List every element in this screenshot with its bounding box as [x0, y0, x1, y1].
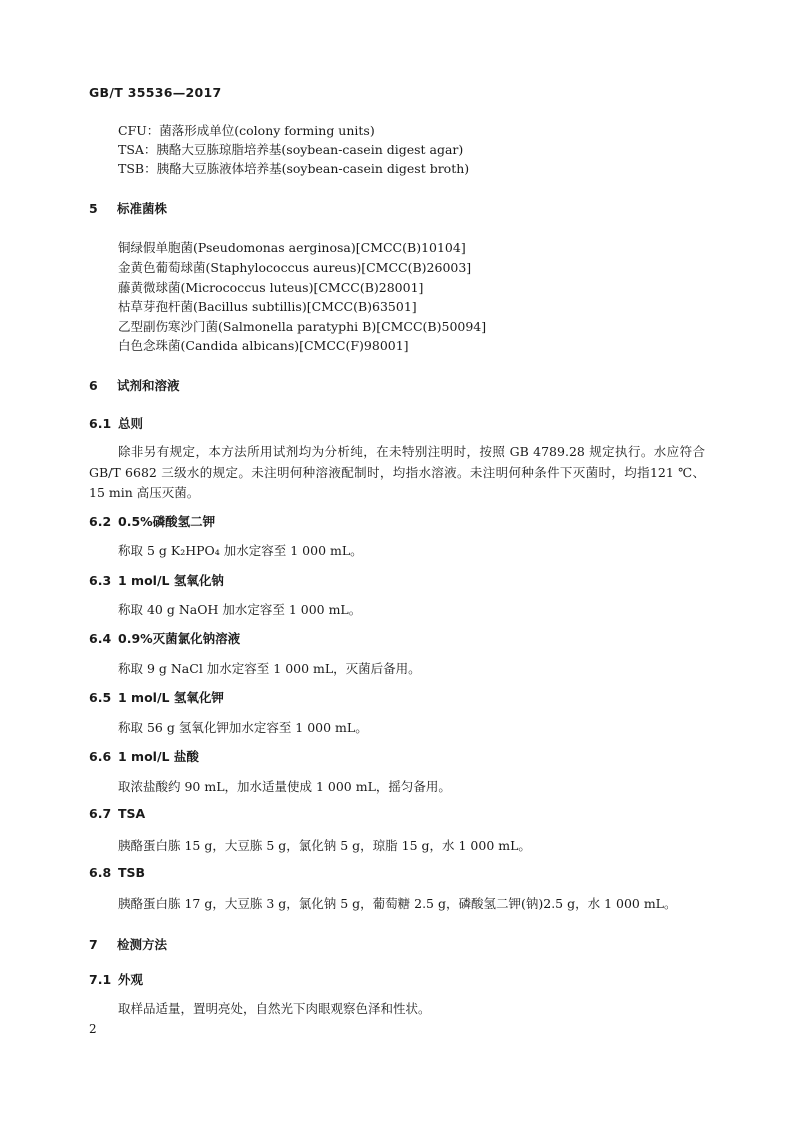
section-6-8-heading: [89, 865, 145, 880]
section-title: 0.9%灭菌氯化钠溶液: [118, 631, 241, 646]
section-title: TSB: [118, 865, 146, 880]
section-6-5-text: 称取 56 g 氢氧化钾加水定容至 1 000 mL。: [118, 720, 368, 735]
section-number: 6.8: [89, 865, 112, 880]
section-title: 1 mol/L 盐酸: [118, 749, 199, 764]
section-6-4-heading: [89, 629, 240, 647]
abbreviation-cfu: CFU：菌落形成单位(colony forming units): [118, 123, 375, 138]
section-7-heading: [89, 935, 167, 953]
section-number: 5: [89, 201, 98, 216]
section-title: 1 mol/L 氢氧化钠: [118, 573, 224, 588]
section-title: 试剂和溶液: [117, 378, 180, 393]
section-6-5-heading: [89, 688, 224, 706]
section-7-1-heading: [89, 970, 143, 988]
section-6-2-heading: [89, 512, 215, 530]
section-number: 6.1: [89, 416, 112, 431]
section-number: 6.4: [89, 631, 112, 646]
abbreviation-tsb: TSB：胰酪大豆胨液体培养基(soybean-casein digest broth): [118, 161, 470, 176]
section-title: TSA: [118, 806, 146, 821]
strain-item: 藤黄微球菌(Micrococcus luteus)[CMCC(B)28001]: [118, 280, 424, 295]
section-6-2-text: 称取 5 g K₂HPO₄ 加水定容至 1 000 mL。: [118, 543, 363, 558]
page-number: 2: [89, 1022, 97, 1036]
section-6-3-text: 称取 40 g NaOH 加水定容至 1 000 mL。: [118, 602, 362, 617]
section-number: 6.2: [89, 514, 112, 529]
strain-item: 白色念珠菌(Candida albicans)[CMCC(F)98001]: [118, 338, 409, 353]
section-6-7-text: 胰酪蛋白胨 15 g，大豆胨 5 g，氯化钠 5 g，琼脂 15 g，水 1 000 mL。: [118, 838, 531, 853]
section-number: 7: [89, 937, 98, 952]
section-number: 6.7: [89, 806, 112, 821]
section-6-7-heading: [89, 806, 145, 821]
strain-item: 枯草芽孢杆菌(Bacillus subtillis)[CMCC(B)63501]: [118, 299, 417, 314]
section-5-heading: [89, 199, 167, 217]
strain-item: 金黄色葡萄球菌(Staphylococcus aureus)[CMCC(B)26003]: [118, 260, 472, 275]
section-number: 6.6: [89, 749, 112, 764]
section-6-6-heading: [89, 747, 199, 765]
section-6-6-text: 取浓盐酸约 90 mL，加水适量使成 1 000 mL，摇匀备用。: [118, 779, 451, 794]
section-number: 6: [89, 378, 98, 393]
section-7-1-text: 取样品适量，置明亮处，自然光下肉眼观察色泽和性状。: [118, 1001, 431, 1016]
section-number: 7.1: [89, 972, 112, 987]
abbreviation-tsa: TSA：胰酪大豆胨琼脂培养基(soybean-casein digest agar): [118, 142, 464, 157]
section-title: 1 mol/L 氢氧化钾: [118, 690, 224, 705]
section-6-1-text: 除非另有规定，本方法所用试剂均为分析纯，在未特别注明时，按照 GB 4789.28 规定执行。水应符合 GB/T 6682 三级水的规定。未注明何种溶液配制时，均指水溶液。未注明何种条件下灭菌时，均指121 ℃、15 min 高压灭菌。: [89, 444, 705, 500]
standard-number-header: GB/T 35536—2017: [89, 85, 222, 100]
section-6-8-text: 胰酪蛋白胨 17 g，大豆胨 3 g，氯化钠 5 g，葡萄糖 2.5 g，磷酸氢二钾(钠)2.5 g，水 1 000 mL。: [118, 896, 677, 911]
section-number: 6.3: [89, 573, 112, 588]
section-title: 标准菌株: [117, 201, 168, 216]
strain-item: 铜绿假单胞菌(Pseudomonas aerginosa)[CMCC(B)10104]: [118, 240, 466, 255]
section-6-1-heading: [89, 414, 143, 432]
section-number: 6.5: [89, 690, 112, 705]
section-6-heading: [89, 376, 180, 394]
section-title: 0.5%磷酸氢二钾: [118, 514, 216, 529]
strain-item: 乙型副伤寒沙门菌(Salmonella paratyphi B)[CMCC(B)50094]: [118, 319, 487, 334]
section-6-4-text: 称取 9 g NaCl 加水定容至 1 000 mL，灭菌后备用。: [118, 661, 421, 676]
section-6-3-heading: [89, 571, 224, 589]
section-title: 检测方法: [117, 937, 168, 952]
section-title: 总则: [118, 416, 144, 431]
section-title: 外观: [118, 972, 144, 987]
